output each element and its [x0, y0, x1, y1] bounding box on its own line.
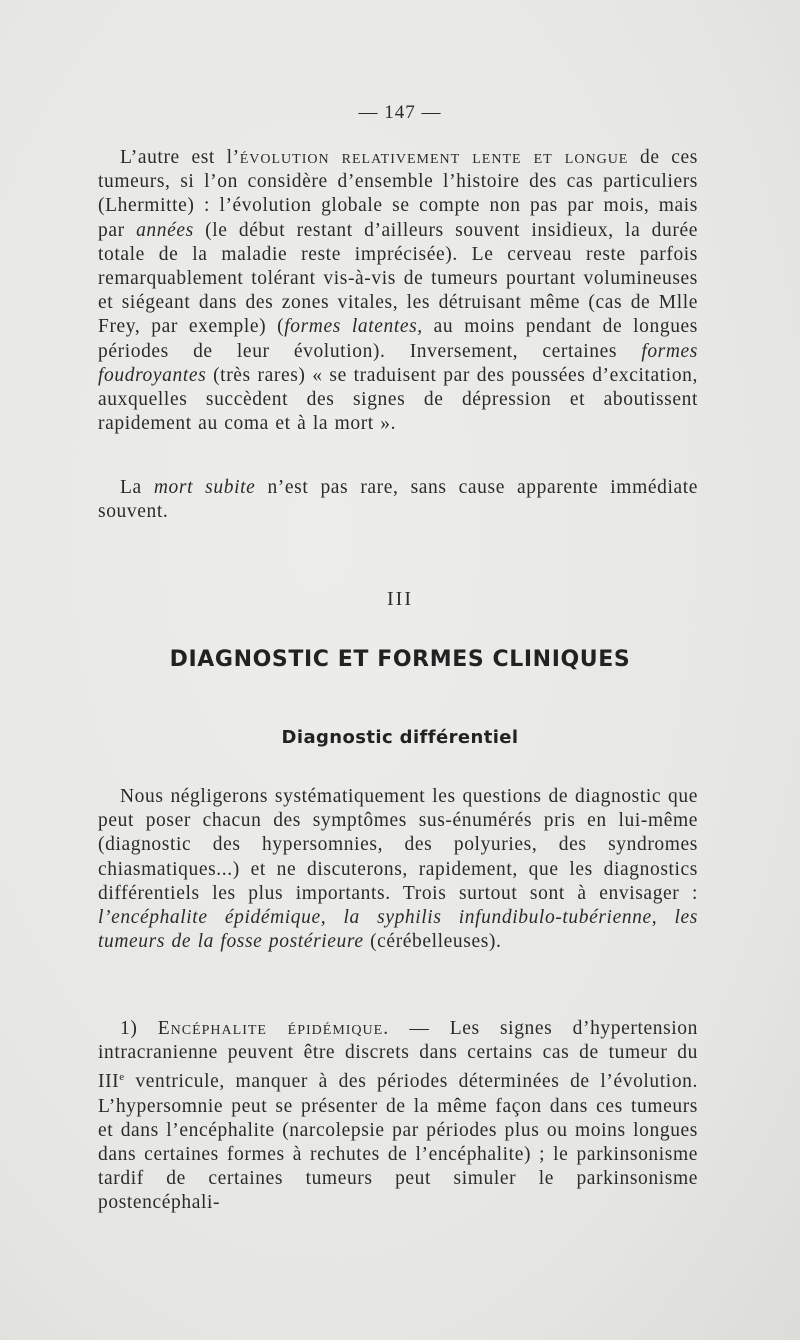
text-run: 1) — [120, 1018, 158, 1039]
small-caps-run: Encéphalite épidémique. — [157, 1018, 390, 1039]
paragraph-encephalite — [98, 1017, 698, 1216]
text-run: (cérébelleuses). — [363, 931, 502, 953]
page-number: — 147 — — [358, 102, 442, 123]
italic-run: mort subite — [153, 477, 256, 498]
paragraph-evolution — [98, 146, 698, 436]
small-caps-run: évolution relativement lente et longue — [239, 147, 629, 168]
text-run: au moins pendant de longues périodes de leur évolution). Inversement, certaines — [98, 316, 698, 362]
text-run: n’est pas rare, sans cause apparente immédiate souvent. — [98, 477, 698, 523]
text-run: ventricule, manquer à des périodes déterminées de l’évolution. L’hypersomnie peut se présenter de la même façon dans ces tumeurs et dans l’encéphalite (narcolepsie par périodes plus ou moins longues dans certaines formes à rechutes de l’encéphalite) ; le parkinsonisme tardif de certaines tumeurs peut simuler le parkinsonisme postencéphali- — [98, 1071, 698, 1214]
paragraph-diagnostic — [98, 785, 698, 954]
text-run: (très rares) « se traduisent par des poussées d’excitation, auxquelles succèdent des signes de dépression et aboutissent rapidement au coma et à la mort ». — [98, 364, 698, 435]
section-number: III — [387, 588, 413, 610]
italic-run: formes latentes, — [284, 316, 423, 338]
superscript: e — [119, 1071, 125, 1084]
italic-run: formes foudroyantes — [98, 340, 698, 386]
italic-run: l’encéphalite épidémique, la syphilis infundibulo-tubérienne, les tumeurs de la fosse postérieure — [98, 907, 698, 953]
text-run: de ces tumeurs, si l’on considère d’ensemble l’histoire des cas particuliers (Lhermitte) : l’évolution globale se compte non pas par mois, mais par — [98, 147, 698, 241]
subsection-title: Diagnostic différentiel — [281, 727, 519, 748]
text-run: Nous négligerons systématiquement les questions de diagnostic que peut poser chacun des symptômes sus-énumérés pris en lui-même (diagnostic des hypersomnies, des polyuries, des syndromes chiasmatiques...) et ne discuterons, rapidement, que les diagnostics différentiels les plus importants. Trois surtout sont à envisager : — [98, 786, 698, 904]
text-run: (le début restant d’ailleurs souvent insidieux, la durée totale de la maladie reste imprécisée). Le cerveau reste parfois remarquablement tolérant vis-à-vis de tumeurs pourtant volumineuses et siégeant dans des zones vitales, les détruisant même (cas de Mlle Frey, par exemple) ( — [98, 219, 698, 338]
paragraph-mort-subite — [98, 476, 698, 524]
text-run: L’autre est l’ — [120, 147, 240, 168]
section-title: DIAGNOSTIC ET FORMES CLINIQUES — [169, 647, 631, 672]
italic-run: années — [136, 219, 194, 241]
text-run: La — [120, 477, 154, 498]
text-run: — Les signes d’hypertension intracranienne peuvent être discrets dans certains cas de tumeur du III — [98, 1018, 698, 1093]
